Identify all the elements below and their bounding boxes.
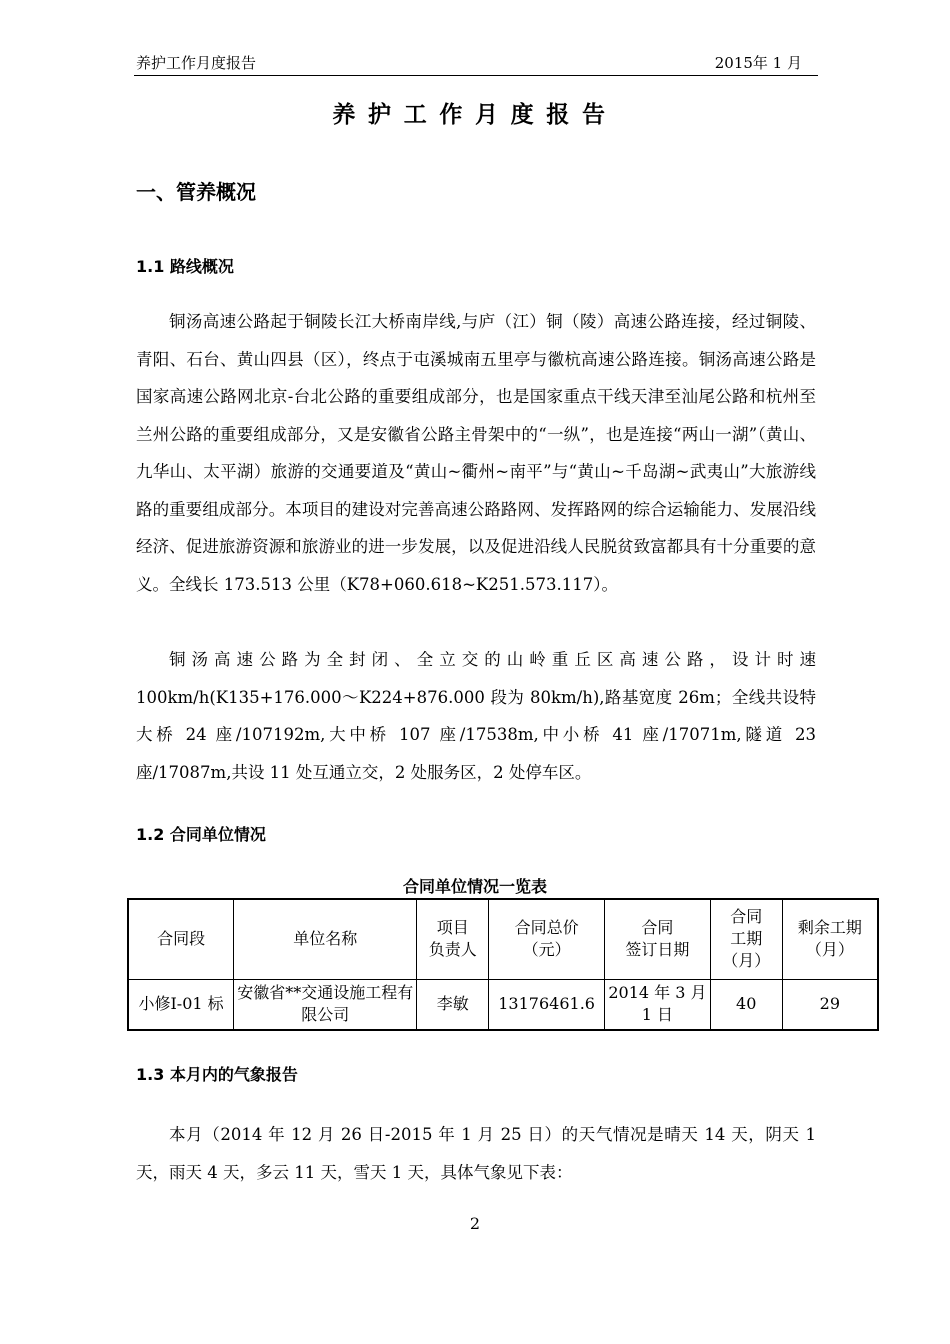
section-heading-1-3: 1.3 本月内的气象报告 [136,1065,298,1084]
table-cell: 小修Ⅰ-01 标 [128,979,234,1030]
weather-paragraph: 本月（2014 年 12 月 26 日-2015 年 1 月 25 日）的天气情况是晴天 14 天，阴天 1 天，雨天 4 天，多云 11 天，雪天 1 天，具体气象见下表： [136,1125,816,1182]
table-row [128,979,878,1030]
column-header: 项目 负责人 [417,899,489,979]
table-header-row [128,899,878,979]
document-title: 养护工作月度报告 [332,102,618,128]
section-heading-1-1: 1.1 路线概况 [136,257,234,276]
page-number: 2 [469,1214,481,1233]
section-heading-1-2: 1.2 合同单位情况 [136,825,266,844]
table-cell: 2014 年 3 月 1 日 [605,979,711,1030]
running-header-date: 2015年 1 月 [714,54,802,72]
section-heading-1: 一、管养概况 [136,180,256,204]
route-overview-paragraph: 铜汤高速公路起于铜陵长江大桥南岸线,与庐（江）铜（陵）高速公路连接，经过铜陵、青阳、石台、黄山四县（区），终点于屯溪城南五里亭与徽杭高速公路连接。铜汤高速公路是国家高速公路网北京-台北公路的重要组成部分，也是国家重点干线天津至汕尾公路和杭州至兰州公路的重要组成部分，又是安徽省公路主骨架中的“一纵”，也是连接“两山一湖”（黄山、九华山、太平湖）旅游的交通要道及“黄山~衢州~南平”与“黄山~千岛湖~武夷山”大旅游线路的重要组成部分。本项目的建设对完善高速公路路网、发挥路网的综合运输能力、发展沿线经济、促进旅游资源和旅游业的进一步发展，以及促进沿线人民脱贫致富都具有十分重要的意义。全线长 173.513 公里（K78+060.618~K251.573.117）。 [136,312,816,594]
route-spec-paragraph: 铜汤高速公路为全封闭、全立交的山岭重丘区高速公路，设计时速 100km/h(K135+176.000～K224+876.000 段为 80km/h),路基宽度 26m；全线共设特大桥 24 座/107192m,大中桥 107 座/17538m,中小桥 41 座/17071m,隧道 23 座/17087m,共设 11 处互通立交，2 处服务区，2 处停车区。 [136,650,816,782]
column-header: 剩余工期 （月） [782,899,878,979]
table-cell: 安徽省**交通设施工程有限公司 [234,979,417,1030]
column-header: 合同 签订日期 [605,899,711,979]
table-cell: 29 [782,979,878,1030]
table-cell: 40 [710,979,782,1030]
column-header: 合同总价 （元） [489,899,605,979]
table-cell: 13176461.6 [489,979,605,1030]
header-rule [134,75,818,76]
running-header-title: 养护工作月度报告 [136,54,257,72]
column-header: 单位名称 [234,899,417,979]
column-header: 合同 工期 （月） [710,899,782,979]
column-header: 合同段 [128,899,234,979]
contract-table [127,898,879,1031]
table-cell: 李敏 [417,979,489,1030]
table-caption: 合同单位情况一览表 [402,877,547,896]
